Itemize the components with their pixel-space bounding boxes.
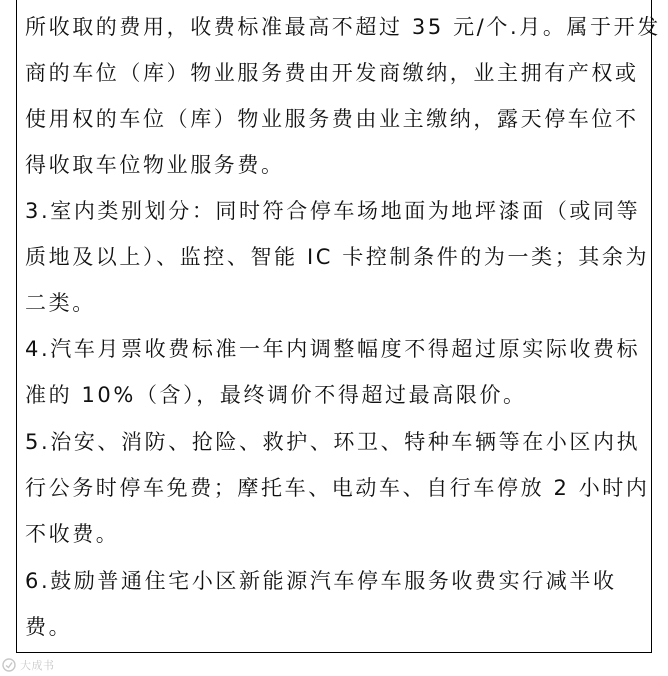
watermark [2,656,55,674]
watermark-text: 大成书 [20,659,55,672]
text-line-7: 二类。 [25,291,96,315]
text-line-9: 准的 10%（含），最终调价不得超过最高限价。 [25,383,527,407]
document-table-cell [16,0,661,653]
text-line-8: 4.汽车月票收费标准一年内调整幅度不得超过原实际收费标 [25,337,641,361]
text-line-6: 质地及以上）、监控、智能 IC 卡控制条件的为一类；其余为 [25,245,650,269]
text-line-11: 行公务时停车免费；摩托车、电动车、自行车停放 2 小时内 [25,476,650,500]
text-line-2: 商的车位（库）物业服务费由开发商缴纳，业主拥有产权或 [25,61,639,85]
text-line-12: 不收费。 [25,522,120,546]
text-line-13: 6.鼓励普通住宅小区新能源汽车停车服务收费实行减半收 [25,569,617,593]
text-line-5: 3.室内类别划分：同时符合停车场地面为地坪漆面（或同等 [25,199,641,223]
text-line-4: 得收取车位物业服务费。 [25,153,285,177]
brand-logo-icon [2,658,16,672]
text-line-10: 5.治安、消防、抢险、救护、环卫、特种车辆等在小区内执 [25,430,641,454]
text-line-1: 所收取的费用，收费标准最高不超过 35 元/个.月。属于开发 [25,15,661,39]
text-line-14: 费。 [25,615,73,639]
text-line-3: 使用权的车位（库）物业服务费由业主缴纳，露天停车位不 [25,107,639,131]
